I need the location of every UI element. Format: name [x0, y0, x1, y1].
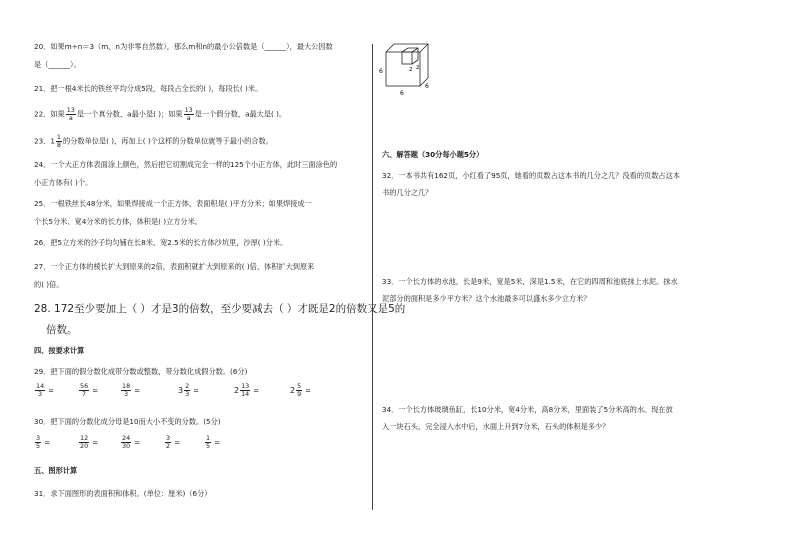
- cube-front-face: [386, 52, 420, 86]
- q20-line2: 是（______）。: [34, 60, 81, 69]
- q30-item-3-frac: [121, 435, 131, 450]
- label-bottom-6: 6: [400, 90, 404, 97]
- q29-item-3-num: 18: [122, 382, 131, 390]
- q30-item-2-den: 20: [80, 442, 89, 450]
- q28-line2: 倍数。: [46, 324, 78, 336]
- label-right-6: 6: [425, 83, 429, 90]
- q30-item-3-num: 24: [122, 434, 131, 442]
- q30-title: 30．把下面的分数化成分母是10而大小不变的分数。(5分): [34, 417, 221, 426]
- q29-item-4-eq: =: [193, 386, 200, 395]
- q29-item-3: [120, 383, 140, 398]
- q23-fraction: [56, 134, 62, 149]
- q22-den1: a: [68, 114, 73, 122]
- q31: 31．求下面图形的表面积和体积。(单位：厘米)（6分）: [34, 489, 212, 498]
- q25-line2: 个长5分米、宽4分米的长方体，体积是( )立方分米。: [34, 217, 202, 226]
- q22-text-a: 22．如果: [34, 109, 65, 119]
- q29-item-4-den: 3: [185, 390, 190, 398]
- q27-line1: 27．一个正方体的棱长扩大到原来的2倍，表面积就扩大到原来的( )倍，体积扩大到原来: [34, 262, 315, 271]
- q30-item-4-eq: =: [174, 438, 180, 447]
- q29-item-1-frac: [35, 383, 45, 398]
- cutout-front: [402, 52, 412, 64]
- q29-item-3-frac: [121, 383, 131, 398]
- cutout-edge: [412, 48, 418, 52]
- q30-item-5: [204, 435, 220, 450]
- q29-item-6-den: 9: [297, 390, 302, 398]
- q24-line1: 24．一个大正方体表面涂上颜色，然后把它切割成完全一样的125个小正方体，此时三面涂色的: [34, 160, 338, 169]
- q29-item-5-frac: [240, 383, 250, 398]
- q29-item-6-num: 5: [297, 382, 302, 390]
- q29-item-3-eq: =: [134, 386, 141, 395]
- q29-item-4: [178, 383, 199, 398]
- q29-item-5-eq: =: [253, 386, 260, 395]
- q29-item-5-num: 13: [241, 382, 250, 390]
- q22-num2: 13: [184, 106, 193, 114]
- q30-item-4-num: 3: [166, 434, 171, 442]
- q33-line2: 泥部分的面积是多少平方米？这个水池最多可以盛水多少立方米？: [382, 294, 591, 303]
- q29-item-5-den: 14: [241, 390, 250, 398]
- q34-line2: 入一块石头，完全浸入水中后，水面上升到7分米，石头的体积是多少？: [382, 422, 610, 431]
- column-divider: [372, 44, 373, 510]
- q30-item-2-num: 12: [80, 434, 89, 442]
- q29-item-6: [290, 383, 311, 398]
- q23-den: 8: [56, 141, 61, 149]
- q30-item-3: [120, 435, 140, 450]
- q27-line2: 的( )倍。: [34, 280, 64, 289]
- q29-item-1-eq: =: [48, 386, 55, 395]
- q29-item-1-num: 14: [36, 382, 45, 390]
- q20-line1: 20．如果m÷n＝3（m、n为非零自然数），那么m和n的最小公倍数是（______），最大公因数: [34, 42, 333, 51]
- q30-item-1: [34, 435, 50, 450]
- q22-fraction-1: [66, 107, 76, 122]
- q30-item-3-den: 30: [122, 442, 131, 450]
- q22-den2: a: [186, 114, 191, 122]
- q29-item-5: [234, 383, 259, 398]
- label-cut-2a: 2: [409, 67, 413, 73]
- q23-text-b: 的分数单位是( )，再加上( )个这样的分数单位就等于最小的合数。: [63, 136, 273, 146]
- q23-whole: 1: [50, 136, 55, 146]
- label-left-6: 6: [379, 68, 383, 75]
- q29-item-2-den: 7: [82, 390, 87, 398]
- q23: [34, 134, 273, 149]
- section-4-heading: 四、按要求计算: [34, 346, 85, 355]
- q29-item-1-den: 3: [38, 390, 43, 398]
- q29-title: 29．把下面的假分数化成带分数或整数，带分数化成假分数。(6分): [34, 367, 248, 376]
- q22-text-c: 是一个假分数，a最大是( )。: [194, 109, 287, 119]
- q30-item-2-eq: =: [92, 438, 99, 447]
- section-6-heading: 六、解答题（30分每小题5分）: [382, 150, 484, 159]
- q30-item-5-den: 5: [206, 442, 211, 450]
- q30-item-5-num: 1: [206, 434, 211, 442]
- cube-top-right-edge: [420, 44, 428, 52]
- q30-item-4: [164, 435, 180, 450]
- q22: [34, 107, 286, 122]
- q30-item-5-frac: [205, 435, 211, 450]
- q29-item-2-eq: =: [92, 386, 99, 395]
- q26: 26．把5立方米的沙子均匀铺在长8米、宽2.5米的长方体沙坑里，沙厚( )分米。: [34, 238, 288, 247]
- q23-text-a: 23．: [34, 136, 51, 146]
- q30-item-2: [78, 435, 98, 450]
- label-cut-2b: 2: [416, 65, 420, 71]
- q22-num1: 13: [66, 106, 75, 114]
- q29-item-1: [34, 383, 54, 398]
- q29-item-6-frac: [296, 383, 302, 398]
- q29-item-2-frac: [79, 383, 89, 398]
- q29-item-3-den: 3: [124, 390, 129, 398]
- q30-item-4-den: 2: [166, 442, 171, 450]
- q30-item-1-num: 3: [36, 434, 41, 442]
- q29-item-4-frac: [184, 383, 190, 398]
- q28-line1: 28. 172至少要加上（ ）才是3的倍数，至少要减去（ ）才既是2的倍数又是5的: [34, 303, 406, 315]
- q22-text-b: 是一个真分数，a最小是( )；如果: [76, 109, 183, 119]
- q30-item-1-eq: =: [44, 438, 50, 447]
- q29-item-6-whole: 2: [290, 386, 296, 395]
- q30-item-5-eq: =: [214, 438, 220, 447]
- q30-item-3-eq: =: [134, 438, 141, 447]
- q29-item-6-eq: =: [305, 386, 312, 395]
- q30-item-1-den: 5: [36, 442, 41, 450]
- cube-figure: [378, 38, 438, 98]
- q22-fraction-2: [184, 107, 194, 122]
- q25-line1: 25．一根铁丝长48分米，如果焊接成一个正方体，表面积是( )平方分米；如果焊接成一: [34, 199, 312, 208]
- q23-num: 1: [56, 133, 61, 141]
- cutout-depth: [402, 48, 418, 64]
- q29-item-5-whole: 2: [234, 386, 240, 395]
- q29-item-4-num: 2: [185, 382, 190, 390]
- q29-item-2-num: 56: [80, 382, 89, 390]
- q30-item-4-frac: [165, 435, 171, 450]
- q30-item-2-frac: [79, 435, 89, 450]
- q29-item-4-whole: 3: [178, 386, 184, 395]
- q33-line1: 33．一个长方体的水池，长是9米，宽是5米，深是1.5米，在它的四周和池底抹上水泥。抹水: [382, 277, 678, 286]
- q34-line1: 34．一个长方体玻璃鱼缸，长10分米，宽4分米，高8分米，里面装了5分米高的水。现在放: [382, 405, 673, 414]
- q21: 21．把一根4米长的铁丝平均分成5段，每段占全长的( )，每段长( )米。: [34, 84, 263, 93]
- q32-line1: 32．一本书共有162页，小红看了95页，她看的页数占这本书的几分之几？没看的页数占这本: [382, 171, 680, 180]
- q30-item-1-frac: [35, 435, 41, 450]
- q24-line2: 小正方体有( )个。: [34, 178, 93, 187]
- q32-line2: 书的几分之几？: [382, 188, 433, 197]
- section-5-heading: 五、图形计算: [34, 466, 78, 475]
- q29-item-2: [78, 383, 98, 398]
